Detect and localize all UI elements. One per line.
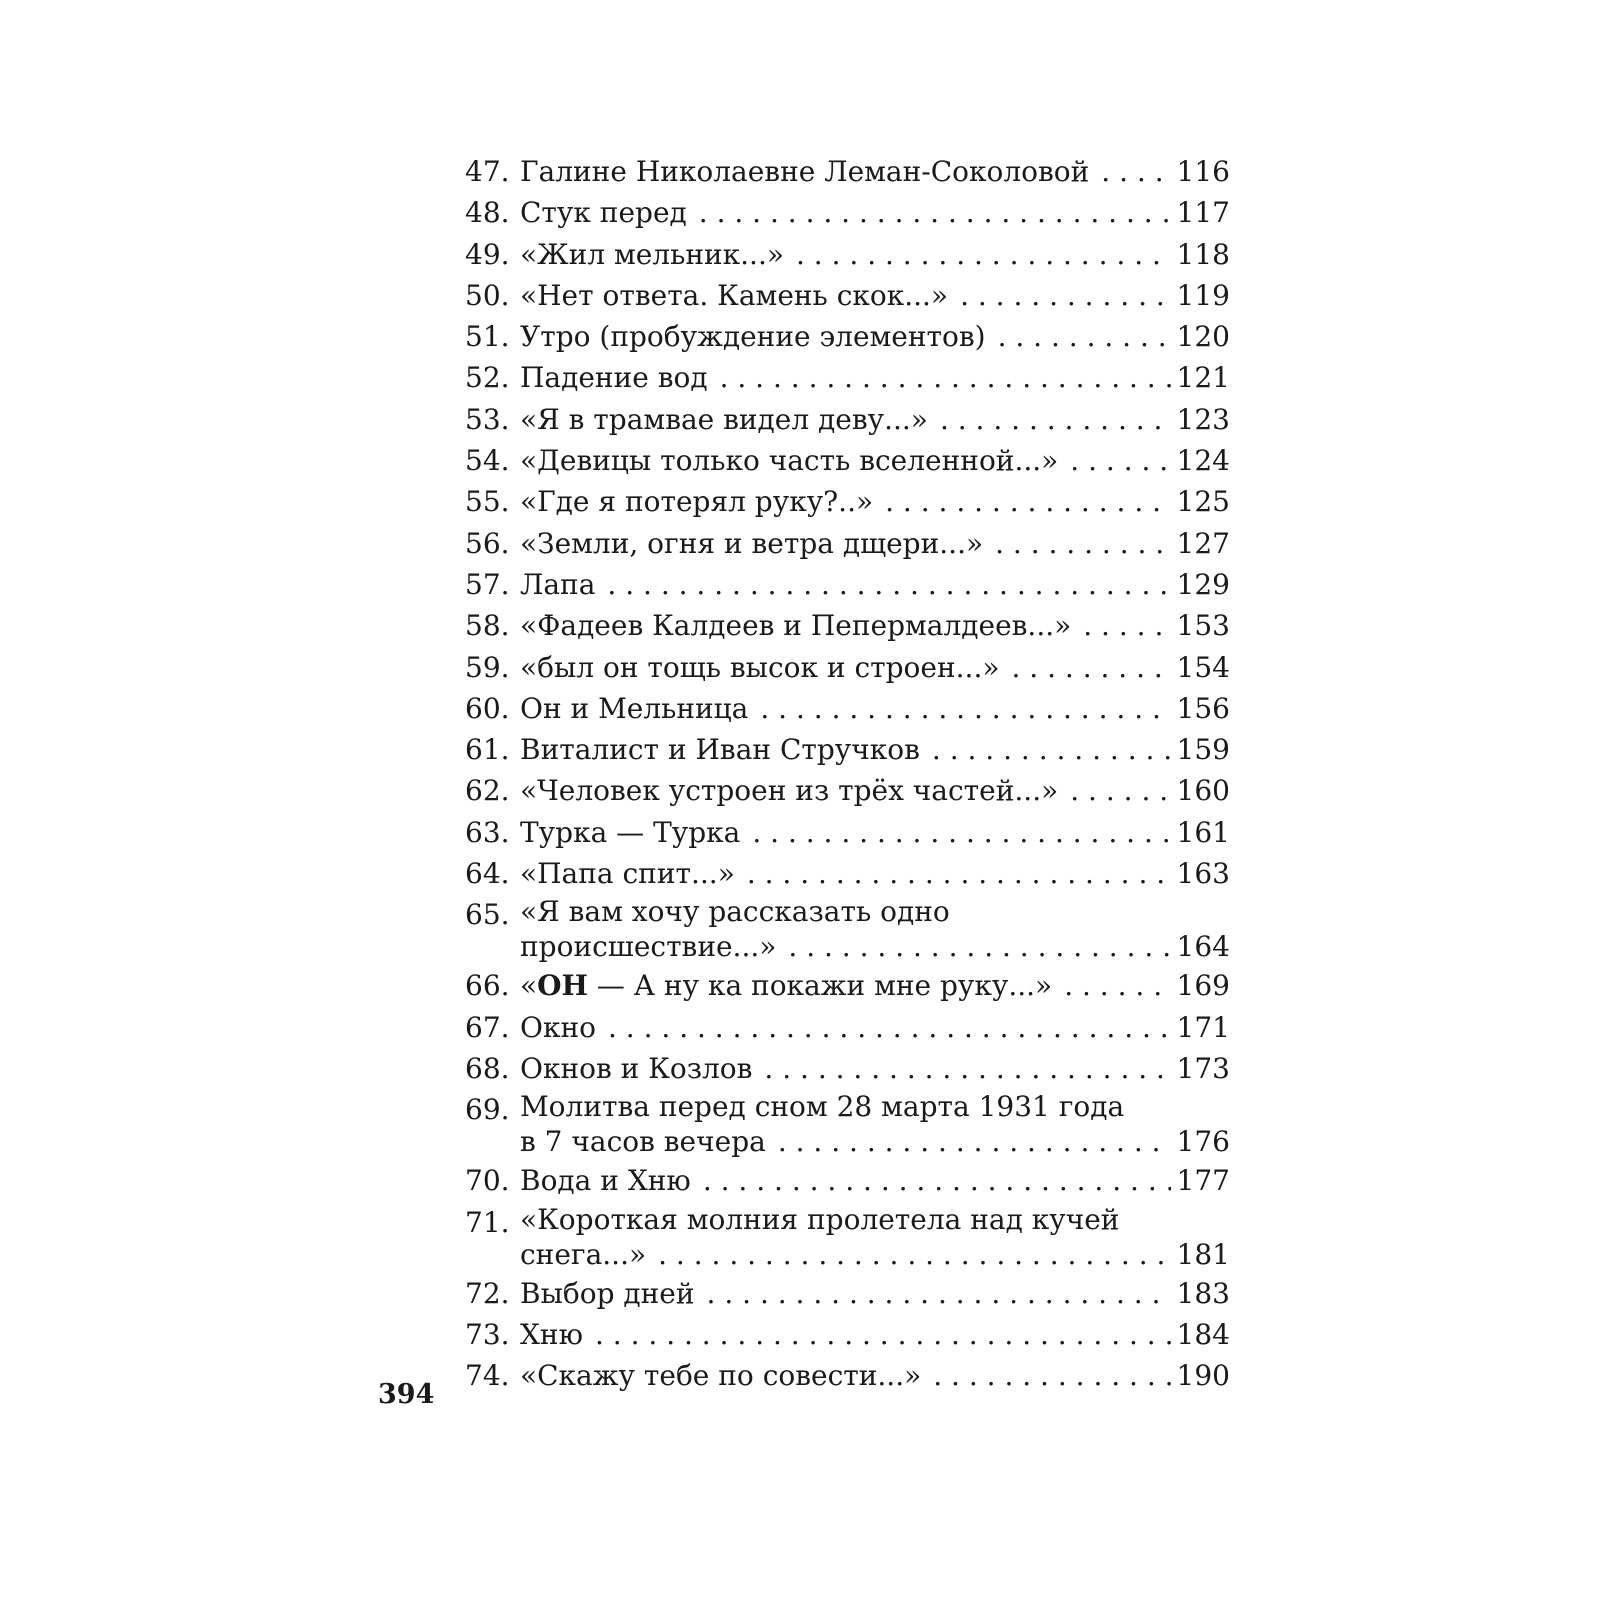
entry-title: «Скажу тебе по совести...» bbox=[520, 1359, 922, 1393]
entry-title: «был он тощь высок и строен...» bbox=[520, 650, 1000, 684]
entry-number: 47. bbox=[465, 155, 510, 188]
entry-number: 58. bbox=[465, 609, 510, 643]
toc-entry-74 bbox=[465, 1355, 1230, 1396]
dot-leader bbox=[1101, 151, 1170, 192]
toc-entry-47 bbox=[465, 151, 1230, 192]
dot-leader bbox=[752, 812, 1170, 853]
entry-number: 72. bbox=[465, 1276, 510, 1310]
entry-page-number: 177 bbox=[1176, 1164, 1230, 1198]
entry-page-number: 169 bbox=[1176, 969, 1230, 1003]
entry-title: Галине Николаевне Леман-Соколовой bbox=[520, 155, 1090, 188]
dot-leader bbox=[720, 357, 1171, 398]
dot-leader bbox=[995, 523, 1170, 564]
entry-number: 66. bbox=[465, 969, 510, 1003]
table-of-contents bbox=[465, 151, 1230, 1396]
entry-number: 51. bbox=[465, 320, 510, 354]
entry-title: Стук перед bbox=[520, 196, 687, 230]
dot-leader bbox=[595, 1314, 1171, 1355]
entry-number: 49. bbox=[465, 237, 510, 271]
entry-title-line1: «Короткая молния пролетела над кучей bbox=[520, 1202, 1120, 1236]
toc-entry-70 bbox=[465, 1160, 1230, 1201]
entry-title: Падение вод bbox=[520, 361, 708, 395]
entry-number: 70. bbox=[465, 1164, 510, 1198]
entry-title-bold: ОН bbox=[537, 969, 588, 1003]
entry-page-number: 120 bbox=[1176, 320, 1230, 354]
toc-entry-58 bbox=[465, 605, 1230, 646]
toc-entry-56 bbox=[465, 523, 1230, 564]
toc-entry-48 bbox=[465, 192, 1230, 233]
dot-leader bbox=[933, 1355, 1170, 1396]
entry-number: 56. bbox=[465, 526, 510, 560]
entry-page-number: 125 bbox=[1176, 485, 1230, 519]
entry-page-number: 124 bbox=[1176, 444, 1230, 478]
entry-number: 69. bbox=[465, 1093, 510, 1127]
entry-title: Турка — Турка bbox=[520, 815, 741, 849]
entry-number: 65. bbox=[465, 898, 510, 932]
entry-number: 74. bbox=[465, 1359, 510, 1393]
entry-title: Утро (пробуждение элементов) bbox=[520, 320, 986, 354]
entry-title: Хню bbox=[520, 1317, 583, 1351]
toc-entry-60 bbox=[465, 688, 1230, 729]
toc-entry-57 bbox=[465, 564, 1230, 605]
entry-number: 73. bbox=[465, 1317, 510, 1351]
dot-leader bbox=[960, 275, 1170, 316]
entry-title: «Девицы только часть вселенной...» bbox=[520, 444, 1059, 478]
toc-entry-71 bbox=[465, 1202, 1230, 1273]
dot-leader bbox=[699, 192, 1171, 233]
dot-leader bbox=[932, 729, 1171, 770]
toc-entry-64 bbox=[465, 853, 1230, 894]
entry-title: происшествие...» bbox=[520, 930, 777, 964]
page-folio-number: 394 bbox=[378, 1379, 435, 1410]
entry-number: 52. bbox=[465, 361, 510, 395]
dot-leader bbox=[607, 564, 1170, 605]
entry-page-number: 129 bbox=[1176, 567, 1230, 601]
entry-page-number: 116 bbox=[1176, 155, 1230, 188]
entry-title: «Нет ответа. Камень скок...» bbox=[520, 278, 949, 312]
entry-title: «Земли, огня и ветра дщери...» bbox=[520, 526, 984, 560]
entry-page-number: 163 bbox=[1176, 857, 1230, 891]
entry-title: «Жил мельник...» bbox=[520, 237, 784, 271]
entry-title: «Где я потерял руку?..» bbox=[520, 485, 874, 519]
dot-leader bbox=[658, 1237, 1170, 1273]
entry-title: «Я в трамвае видел деву...» bbox=[520, 402, 928, 436]
entry-number: 71. bbox=[465, 1205, 510, 1239]
entry-title: Выбор дней bbox=[520, 1276, 695, 1310]
entry-page-number: 176 bbox=[1176, 1125, 1230, 1159]
entry-title-line1: Молитва перед сном 28 марта 1931 года bbox=[520, 1090, 1125, 1124]
entry-title: Вода и Хню bbox=[520, 1164, 691, 1198]
dot-leader bbox=[1064, 965, 1170, 1006]
entry-page-number: 184 bbox=[1176, 1317, 1230, 1351]
entry-page-number: 123 bbox=[1176, 402, 1230, 436]
entry-page-number: 160 bbox=[1176, 774, 1230, 808]
dot-leader bbox=[608, 1007, 1171, 1048]
dot-leader bbox=[764, 1048, 1170, 1089]
dot-leader bbox=[778, 1124, 1171, 1160]
toc-entry-50 bbox=[465, 275, 1230, 316]
entry-page-number: 118 bbox=[1176, 237, 1230, 271]
entry-number: 61. bbox=[465, 733, 510, 767]
entry-title: Лапа bbox=[520, 567, 596, 601]
dot-leader bbox=[703, 1160, 1171, 1201]
entry-title-line1: «Я вам хочу рассказать одно bbox=[520, 895, 950, 929]
toc-entry-59 bbox=[465, 647, 1230, 688]
dot-leader bbox=[707, 1273, 1171, 1314]
toc-entry-73 bbox=[465, 1314, 1230, 1355]
entry-page-number: 164 bbox=[1176, 930, 1230, 964]
toc-entry-69 bbox=[465, 1089, 1230, 1160]
entry-page-number: 156 bbox=[1176, 691, 1230, 725]
toc-entry-72 bbox=[465, 1273, 1230, 1314]
entry-page-number: 153 bbox=[1176, 609, 1230, 643]
entry-title: «Человек устроен из трёх частей...» bbox=[520, 774, 1059, 808]
entry-title: Виталист и Иван Стручков bbox=[520, 733, 920, 767]
toc-entry-52 bbox=[465, 357, 1230, 398]
dot-leader bbox=[1011, 647, 1170, 688]
dot-leader bbox=[1070, 440, 1170, 481]
entry-number: 48. bbox=[465, 196, 510, 230]
dot-leader bbox=[885, 481, 1170, 522]
entry-number: 53. bbox=[465, 402, 510, 436]
entry-title: «Фадеев Калдеев и Пепермалдеев...» bbox=[520, 609, 1072, 643]
toc-entry-68 bbox=[465, 1048, 1230, 1089]
entry-page-number: 161 bbox=[1176, 815, 1230, 849]
toc-entry-55 bbox=[465, 481, 1230, 522]
toc-entry-67 bbox=[465, 1007, 1230, 1048]
dot-leader bbox=[760, 688, 1170, 729]
entry-page-number: 159 bbox=[1176, 733, 1230, 767]
toc-entry-53 bbox=[465, 399, 1230, 440]
dot-leader bbox=[1070, 770, 1170, 811]
toc-entry-63 bbox=[465, 812, 1230, 853]
entry-number: 64. bbox=[465, 857, 510, 891]
dot-leader bbox=[796, 234, 1171, 275]
entry-number: 67. bbox=[465, 1010, 510, 1044]
entry-page-number: 173 bbox=[1176, 1051, 1230, 1085]
entry-title: Окно bbox=[520, 1010, 596, 1044]
entry-number: 62. bbox=[465, 774, 510, 808]
entry-page-number: 119 bbox=[1176, 278, 1230, 312]
entry-number: 60. bbox=[465, 691, 510, 725]
entry-title-open-quote: « bbox=[520, 969, 538, 1003]
entry-number: 54. bbox=[465, 444, 510, 478]
entry-title: Окнов и Козлов bbox=[520, 1051, 753, 1085]
entry-title: Он и Мельница bbox=[520, 691, 749, 725]
entry-number: 55. bbox=[465, 485, 510, 519]
toc-entry-65 bbox=[465, 894, 1230, 965]
toc-entry-66 bbox=[465, 965, 1230, 1006]
entry-number: 50. bbox=[465, 278, 510, 312]
entry-page-number: 171 bbox=[1176, 1010, 1230, 1044]
toc-entry-54 bbox=[465, 440, 1230, 481]
entry-number: 68. bbox=[465, 1051, 510, 1085]
entry-title: снега...» bbox=[520, 1237, 647, 1271]
entry-page-number: 190 bbox=[1176, 1359, 1230, 1393]
entry-page-number: 181 bbox=[1176, 1237, 1230, 1271]
toc-entry-62 bbox=[465, 770, 1230, 811]
entry-page-number: 127 bbox=[1176, 526, 1230, 560]
toc-entry-61 bbox=[465, 729, 1230, 770]
entry-number: 59. bbox=[465, 650, 510, 684]
dot-leader bbox=[940, 399, 1171, 440]
dot-leader bbox=[1083, 605, 1170, 646]
toc-entry-49 bbox=[465, 234, 1230, 275]
entry-page-number: 154 bbox=[1176, 650, 1230, 684]
dot-leader bbox=[788, 929, 1170, 965]
entry-page-number: 183 bbox=[1176, 1276, 1230, 1310]
entry-page-number: 121 bbox=[1176, 361, 1230, 395]
dot-leader bbox=[998, 316, 1171, 357]
entry-page-number: 117 bbox=[1176, 196, 1230, 230]
dot-leader bbox=[747, 853, 1171, 894]
entry-number: 63. bbox=[465, 815, 510, 849]
entry-title bbox=[520, 965, 1052, 1006]
entry-number: 57. bbox=[465, 567, 510, 601]
entry-title: «Папа спит...» bbox=[520, 857, 735, 891]
entry-title: в 7 часов вечера bbox=[520, 1125, 766, 1159]
toc-entry-51 bbox=[465, 316, 1230, 357]
entry-title-rest: — А ну ка покажи мне руку...» bbox=[588, 969, 1053, 1003]
